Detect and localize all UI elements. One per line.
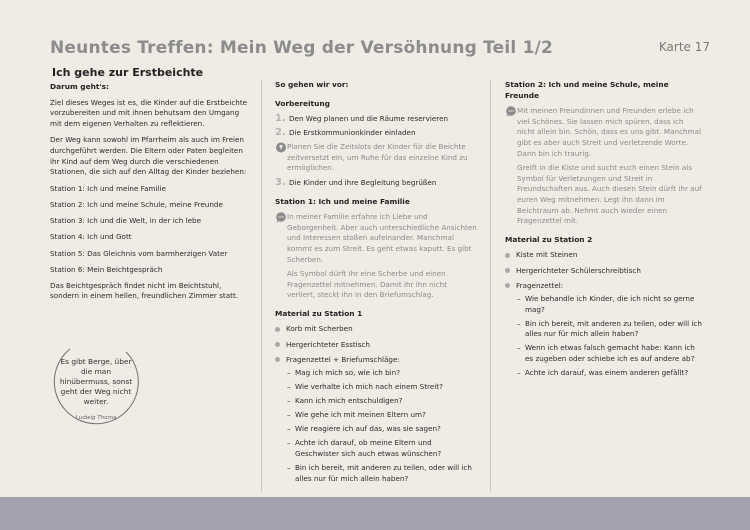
station2-heading: Station 2: Ich und meine Schule, meine Freunde [505, 80, 669, 100]
station2-text: Mit meinen Freundinnen und Freunden erlebe ich viel Schönes. Sie lassen mich spüren, dass ich nicht allein bin. Schön, dass es uns gibt. Manchmal gibt es aber auch Streit und verletzende Worte. Dann bin ich traurig. [517, 106, 702, 158]
prep-note-text: Planen Sie die Zeitslots der Kinder für die Beichte zeitversetzt ein, um Ruhe für das einzelne Kind zu ermöglichen. [287, 142, 468, 173]
station2-text: Greift in die Kiste und sucht euch einen Stein als Symbol für Verletzungen und Streit in Freundschaften aus. Auch diesen Stein dürft ihr auf euren Weg mitnehmen. Legt ihn dann im Beichtraum ab. Nehmt auch wieder einen Fragenzettel mit. [517, 163, 702, 226]
question-item: – Wie reagiere ich auf das, was sie sagen? [287, 424, 441, 434]
question-text: Bin ich bereit, mit anderen zu teilen, oder will ich alles nur für mich allein haben? [295, 462, 472, 483]
material-text: Kiste mit Steinen [516, 250, 578, 260]
question-item: – Bin ich bereit, mit anderen zu teilen, oder will ich alles nur für mich allein haben? [517, 318, 702, 339]
station-item: Station 5: Das Gleichnis vom barmherzigen Vater [50, 248, 228, 258]
question-item: – Achte ich darauf, was einem anderen gefällt? [517, 368, 689, 378]
column-divider [261, 80, 262, 492]
procedure-heading: So gehen wir vor: [275, 80, 349, 89]
material-item [275, 355, 477, 366]
station1-description [275, 212, 477, 307]
station-item: Station 6: Mein Beichtgespräch [50, 264, 163, 274]
station-item: Station 4: Ich und Gott [50, 232, 132, 242]
question-text: Wie verhalte ich mich nach einem Streit? [295, 382, 443, 392]
question-item: – Wenn ich etwas falsch gemacht habe: Kann ich es zugeben oder schiebe ich es auf andere ab? [517, 343, 703, 364]
question-item: – Achte ich darauf, ob meine Eltern und Geschwister sich auch etwas wünschen? [287, 438, 477, 459]
quote-author: Ludwig Thoma [75, 415, 117, 421]
material-item [505, 266, 703, 277]
step-text: Die Erstkommunionkinder einladen [289, 128, 416, 138]
station2-description [505, 106, 703, 233]
page-title: Neuntes Treffen: Mein Weg der Versöhnung Teil 1/2 [50, 38, 554, 58]
material-item [505, 281, 703, 292]
station-item: Station 2: Ich und meine Schule, meine Freunde [50, 199, 223, 209]
question-text: Kann ich mich entschuldigen? [295, 396, 403, 406]
question-text: Wie reagiere ich auf das, was sie sagen? [295, 424, 441, 434]
material-item [275, 324, 477, 335]
material-text: Hergerichteter Schülerschreibtisch [516, 265, 641, 275]
intro-heading: Darum geht's: [50, 82, 110, 91]
material2-heading: Material zu Station 2 [505, 234, 593, 244]
material-item [275, 340, 477, 351]
column-divider [490, 80, 491, 492]
step-number: 3. [275, 176, 286, 188]
question-item: – Wie gehe ich mit meinen Eltern um? [287, 410, 426, 420]
intro-paragraph: Ziel dieses Weges ist es, die Kinder auf die Erstbeichte vorzubereiten und mit ihnen behutsam den Umgang mit dem eigenen Verhalten zu reflektieren. [50, 97, 248, 128]
step-number: 1. [275, 113, 286, 125]
question-item: – Wie verhalte ich mich nach einem Streit? [287, 382, 443, 392]
column-station2 [505, 80, 703, 382]
question-item: – Bin ich bereit, mit anderen zu teilen, oder will ich alles nur für mich allein haben? [287, 463, 477, 484]
station-item: Station 3: Ich und die Welt, in der ich lebe [50, 216, 201, 226]
prep-step [275, 128, 477, 139]
material1-heading: Material zu Station 1 [275, 308, 363, 318]
intro-paragraph: Das Beichtgespräch findet nicht im Beichtstuhl, sondern in einem hellen, freundlichen Zimmer statt. [50, 280, 239, 301]
question-text: Achte ich darauf, ob meine Eltern und Geschwister sich auch etwas wünschen? [295, 438, 442, 458]
question-item: – Wie behandle ich Kinder, die ich nicht so gerne mag? [517, 294, 703, 315]
prep-step [275, 178, 477, 189]
question-text: Mag ich mich so, wie ich bin? [295, 368, 401, 378]
material-text: Fragenzettel + Briefumschläge: [286, 354, 400, 364]
speech-bubble-icon [505, 106, 517, 117]
question-item: – Mag ich mich so, wie ich bin? [287, 368, 401, 378]
material-item [505, 250, 703, 261]
card-number: Karte 17 [658, 40, 710, 54]
question-item: – Kann ich mich entschuldigen? [287, 396, 403, 406]
preparation-heading: Vorbereitung [275, 98, 330, 108]
question-text: Achte ich darauf, was einem anderen gefällt? [525, 368, 689, 378]
question-text: Wenn ich etwas falsch gemacht habe: Kann ich es zugeben oder schiebe ich es auf andere ab? [525, 343, 695, 364]
step-text: Die Kinder und ihre Begleitung begrüßen [289, 177, 437, 187]
question-text: Wie behandle ich Kinder, die ich nicht so gerne mag? [525, 294, 695, 314]
station1-text: In meiner Familie erfahre ich Liebe und Geborgenheit. Aber auch unterschiedliche Ansichten und Interessen stoßen aufeinander. Manchmal kommt es zum Streit. Es geht etwas kaputt. Es gibt Scherben. [287, 212, 477, 264]
question-text: Bin ich bereit, mit anderen zu teilen, oder will ich alles nur für mich allein haben? [525, 318, 702, 339]
column-intro [50, 82, 250, 308]
station1-heading: Station 1: Ich und meine Familie [275, 196, 410, 206]
station-list [50, 184, 250, 276]
page-subtitle: Ich gehe zur Erstbeichte [52, 66, 204, 79]
intro-paragraph: Der Weg kann sowohl im Pfarrheim als auch im Freien durchgeführt werden. Die Eltern oder Paten begleiten ihr Kind auf dem Weg durch die verschiedenen Stationen, die sich auf den Alltag der Kinder beziehen: [50, 135, 247, 177]
question-text: Wie gehe ich mit meinen Eltern um? [295, 410, 426, 420]
prep-note [275, 142, 477, 174]
step-text: Den Weg planen und die Räume reservieren [289, 114, 449, 124]
lightbulb-icon [275, 142, 287, 153]
footer-bar [0, 497, 750, 530]
speech-bubble-icon [275, 212, 287, 223]
station1-text: Als Symbol dürft ihr eine Scherbe und einen Fragenzettel mitnehmen. Damit ihr ihn nicht verliert, steckt ihn in den Briefumschlag. [287, 269, 448, 300]
quote-text: Es gibt Berge, über die man hinübermuss, sonst geht der Weg nicht weiter. [59, 357, 133, 406]
prep-step [275, 114, 477, 125]
material-text: Korb mit Scherben [286, 324, 353, 334]
station-item: Station 1: Ich und meine Familie [50, 183, 166, 193]
material-text: Hergerichteter Esstisch [286, 339, 370, 349]
step-number: 2. [275, 127, 286, 139]
column-procedure [275, 80, 477, 488]
material-text: Fragenzettel: [516, 280, 564, 290]
